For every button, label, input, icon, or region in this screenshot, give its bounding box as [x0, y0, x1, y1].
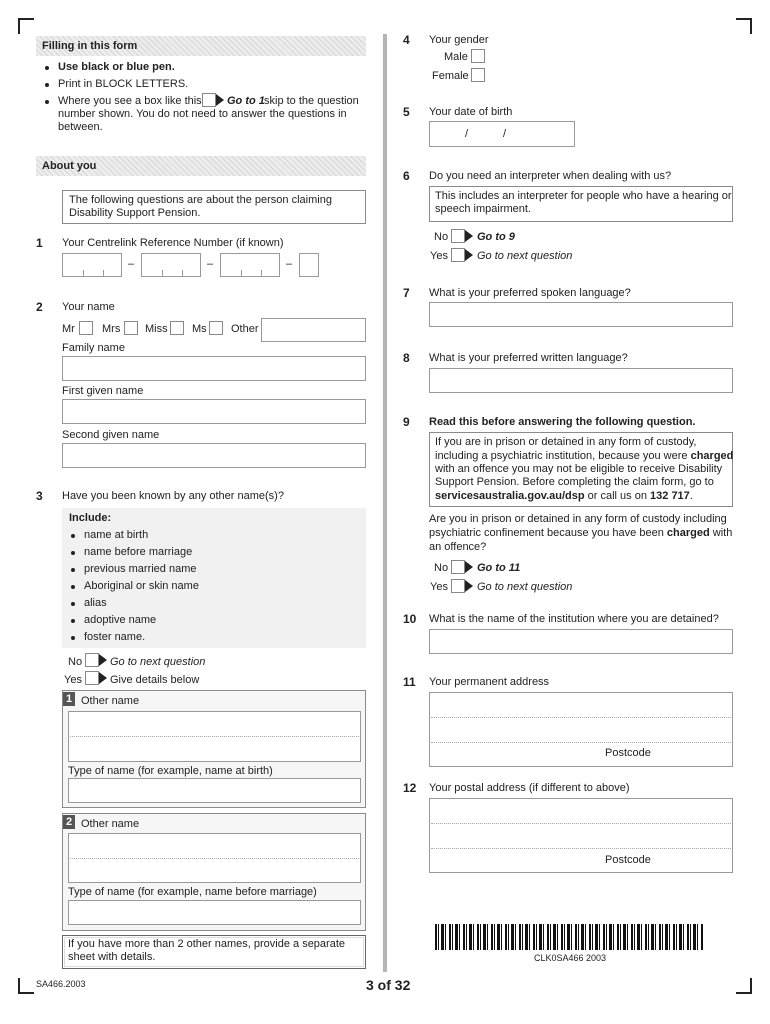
q3-label: Have you been known by any other name(s)? — [62, 490, 284, 502]
q9-yes-label: Yes — [430, 581, 448, 593]
question-number: 5 — [403, 105, 410, 119]
corner-mark-bottom-right — [736, 978, 752, 994]
arrow-right-icon — [465, 230, 473, 242]
services-link[interactable]: servicesaustralia.gov.au/dsp — [435, 490, 585, 502]
question-number: 11 — [403, 675, 416, 689]
column-divider — [383, 34, 387, 972]
crn-field-part4[interactable] — [299, 253, 319, 277]
permanent-address-field[interactable] — [429, 692, 733, 767]
crn-field-part3[interactable] — [220, 253, 280, 277]
written-language-field[interactable] — [429, 368, 733, 393]
more-names-note-line1: If you have more than 2 other names, provide a separate — [68, 938, 345, 950]
question-number: 6 — [403, 169, 410, 183]
include-item: name before marriage — [84, 546, 193, 558]
example-checkbox — [202, 93, 216, 107]
permanent-postcode-label: Postcode — [605, 747, 651, 759]
q9-info-line2 — [435, 450, 733, 462]
gender-male-checkbox[interactable] — [471, 49, 485, 63]
title-mr-checkbox[interactable] — [79, 321, 93, 335]
corner-mark-top-right — [736, 18, 752, 34]
q6-label: Do you need an interpreter when dealing with us? — [429, 170, 672, 182]
q9-info-end: . — [689, 490, 693, 502]
title-ms-checkbox[interactable] — [209, 321, 223, 335]
title-mrs-checkbox[interactable] — [124, 321, 138, 335]
filling-bullet-2: Print in BLOCK LETTERS. — [58, 78, 189, 90]
question-number: 2 — [36, 300, 43, 314]
field-divider — [431, 717, 731, 718]
q6-yes-goto: Go to next question — [477, 250, 573, 262]
title-ms-label: Ms — [192, 323, 207, 335]
q3-no-label: No — [68, 656, 83, 668]
title-miss-checkbox[interactable] — [170, 321, 184, 335]
filling-bullet-3-line3: between. — [58, 121, 103, 133]
q12-label: Your postal address (if different to above) — [429, 782, 630, 794]
block2-other-name-label: Other name — [81, 818, 140, 830]
q9-yes-checkbox[interactable] — [451, 579, 465, 593]
q9-info-line4: Support Pension. Before completing the claim form, go to — [435, 476, 714, 488]
question-number: 9 — [403, 415, 410, 429]
filling-bullet-3-pre: Where you see a box like this — [58, 95, 202, 107]
q11-label: Your permanent address — [429, 676, 550, 688]
phone-number: 132 717 — [650, 490, 690, 502]
question-number: 8 — [403, 351, 410, 365]
block1-type-field[interactable] — [68, 778, 361, 803]
bullet-dot — [45, 100, 49, 104]
include-item: alias — [84, 597, 107, 609]
q9-question-line3: an offence? — [429, 541, 487, 553]
date-of-birth-field[interactable] — [429, 121, 575, 147]
arrow-right-icon — [99, 654, 107, 666]
filling-title: Filling in this form — [42, 40, 138, 52]
family-name-label: Family name — [62, 342, 125, 354]
corner-mark-top-left — [18, 18, 34, 34]
q6-no-checkbox[interactable] — [451, 229, 465, 243]
q9-info-line2-pre: including a psychiatric institution, because you were — [435, 450, 688, 462]
include-item: Aboriginal or skin name — [84, 580, 199, 592]
q4-label: Your gender — [429, 34, 489, 46]
include-heading: Include: — [69, 512, 112, 524]
field-divider — [431, 823, 731, 824]
crn-field-part1[interactable] — [62, 253, 122, 277]
arrow-right-icon — [465, 561, 473, 573]
q9-question-line2 — [429, 527, 732, 539]
q3-no-goto: Go to next question — [110, 656, 206, 668]
q6-no-label: No — [434, 231, 449, 243]
about-intro-line2: Disability Support Pension. — [69, 207, 201, 219]
block1-type-label: Type of name (for example, name at birth) — [68, 765, 273, 777]
q6-note-line1: This includes an interpreter for people who have a hearing or — [435, 190, 732, 202]
about-intro-line1: The following questions are about the person claiming — [69, 194, 332, 206]
crn-field-part2[interactable] — [141, 253, 201, 277]
include-item: name at birth — [84, 529, 149, 541]
dob-separator: / — [465, 128, 469, 140]
field-divider — [431, 848, 731, 849]
bullet-dot — [71, 585, 75, 589]
q9-question-line2-bold: charged — [666, 527, 710, 539]
title-other-field[interactable] — [261, 318, 366, 342]
title-mr-label: Mr — [62, 323, 75, 335]
field-divider — [70, 858, 359, 859]
institution-name-field[interactable] — [429, 629, 733, 654]
bullet-dot — [45, 66, 49, 70]
title-miss-label: Miss — [145, 323, 168, 335]
section-header-about — [36, 156, 366, 176]
crn-dash: – — [207, 258, 214, 270]
filling-bullet-1: Use black or blue pen. — [58, 61, 175, 73]
postal-address-field[interactable] — [429, 798, 733, 873]
crn-dash: – — [128, 258, 135, 270]
question-number: 7 — [403, 286, 410, 300]
family-name-field[interactable] — [62, 356, 366, 381]
block-number-2: 2 — [63, 815, 75, 829]
bullet-dot — [45, 83, 49, 87]
field-divider — [70, 736, 359, 737]
q7-label: What is your preferred spoken language? — [429, 287, 631, 299]
title-mrs-label: Mrs — [102, 323, 121, 335]
question-number: 3 — [36, 489, 43, 503]
second-name-label: Second given name — [62, 429, 160, 441]
q3-no-checkbox[interactable] — [85, 653, 99, 667]
q6-yes-label: Yes — [430, 250, 448, 262]
title-other-label: Other — [231, 323, 259, 335]
q9-label: Read this before answering the following question. — [429, 416, 696, 428]
block1-other-name-label: Other name — [81, 695, 140, 707]
gender-female-checkbox[interactable] — [471, 68, 485, 82]
q9-info-line1: If you are in prison or detained in any form of custody, — [435, 436, 697, 448]
bullet-dot — [71, 619, 75, 623]
filling-bullet-3-post: skip to the question — [264, 95, 359, 107]
form-code: SA466.2003 — [36, 979, 86, 989]
bullet-dot — [71, 636, 75, 640]
arrow-right-icon — [99, 672, 107, 684]
block2-type-label: Type of name (for example, name before marriage) — [68, 886, 317, 898]
bullet-dot — [71, 568, 75, 572]
q3-yes-checkbox[interactable] — [85, 671, 99, 685]
first-name-field[interactable] — [62, 399, 366, 424]
include-item: foster name. — [84, 631, 146, 643]
question-number: 12 — [403, 781, 417, 795]
filling-bullet-3-goto: Go to 1 — [227, 95, 265, 107]
q9-yes-goto: Go to next question — [477, 581, 573, 593]
q9-question-line2-pre: psychiatric confinement because you have been — [429, 527, 664, 539]
first-name-label: First given name — [62, 385, 144, 397]
q9-no-label: No — [434, 562, 449, 574]
gender-female-label: Female — [432, 70, 469, 82]
question-number: 4 — [403, 33, 410, 47]
q9-question-line1: Are you in prison or detained in any form of custody including — [429, 513, 727, 525]
q6-yes-checkbox[interactable] — [451, 248, 465, 262]
include-item: previous married name — [84, 563, 197, 575]
filling-bullet-3-line2: number shown. You do not need to answer the questions in — [58, 108, 347, 120]
corner-mark-bottom-left — [18, 978, 34, 994]
q3-yes-text: Give details below — [110, 674, 200, 686]
include-item: adoptive name — [84, 614, 157, 626]
about-title: About you — [42, 160, 97, 172]
q9-info-mid: or call us on — [587, 490, 647, 502]
page-number: 3 of 32 — [366, 977, 411, 993]
block2-type-field[interactable] — [68, 900, 361, 925]
q9-no-checkbox[interactable] — [451, 560, 465, 574]
bullet-dot — [71, 602, 75, 606]
bullet-dot — [71, 534, 75, 538]
arrow-right-icon — [216, 94, 224, 106]
q8-label: What is your preferred written language? — [429, 352, 628, 364]
postal-postcode-label: Postcode — [605, 854, 651, 866]
q6-no-goto: Go to 9 — [477, 231, 515, 243]
crn-dash: – — [286, 258, 293, 270]
gender-male-label: Male — [444, 51, 468, 63]
q5-label: Your date of birth — [429, 106, 513, 118]
q9-question-line2-post: with — [712, 527, 733, 539]
arrow-right-icon — [465, 249, 473, 261]
barcode — [435, 924, 703, 950]
question-number: 10 — [403, 612, 417, 626]
question-number: 1 — [36, 236, 43, 250]
section-header-filling — [36, 36, 366, 56]
q9-info-line5 — [435, 490, 693, 502]
q9-no-goto: Go to 11 — [477, 562, 521, 574]
q10-label: What is the name of the institution where you are detained? — [429, 613, 719, 625]
barcode-text: CLK0SA466 2003 — [534, 953, 607, 963]
dob-separator: / — [503, 128, 507, 140]
q9-info-line2-bold: charged — [690, 450, 734, 462]
second-name-field[interactable] — [62, 443, 366, 468]
q2-label: Your name — [62, 301, 115, 313]
arrow-right-icon — [465, 580, 473, 592]
field-divider — [431, 742, 731, 743]
q9-info-line3: with an offence you may not be eligible to receive Disability — [435, 463, 723, 475]
bullet-dot — [71, 551, 75, 555]
block-number-1: 1 — [63, 692, 75, 706]
more-names-note-line2: sheet with details. — [68, 951, 156, 963]
spoken-language-field[interactable] — [429, 302, 733, 327]
q6-note-line2: speech impairment. — [435, 203, 531, 215]
q3-yes-label: Yes — [64, 674, 82, 686]
q1-label: Your Centrelink Reference Number (if known) — [62, 237, 284, 249]
